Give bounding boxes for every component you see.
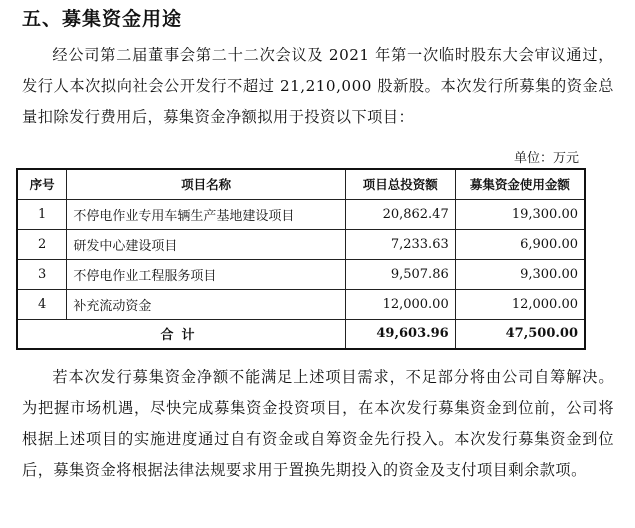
fund-usage-table (16, 168, 586, 350)
table-row (17, 259, 585, 289)
closing-paragraph: 若本次发行募集资金净额不能满足上述项目需求，不足部分将由公司自筹解决。为把握市场机遇，尽快完成募集资金投资项目，在本次发行募集资金到位前，公司将根据上述项目的实施进度通过自有资金或自筹资金先行投入。本次发行募集资金到位后，募集资金将根据法律法规要求用于置换先期投入的资金及支付项目剩余款项。 (22, 368, 614, 479)
table-total-row (17, 319, 585, 349)
table-row (17, 199, 585, 229)
row-fund-usage: 6,900.00 (455, 229, 585, 259)
intro-paragraph: 经公司第二届董事会第二十二次会议及 2021 年第一次临时股东大会审议通过，发行人本次拟向社会公开发行不超过 21,210,000 股新股。本次发行所募集的资金总量扣除发行费用后，募集资金净额拟用于投资以下项目： (22, 46, 614, 126)
row-total-investment: 9,507.86 (345, 259, 455, 289)
row-total-investment: 7,233.63 (345, 229, 455, 259)
row-no: 4 (17, 289, 67, 319)
table-row (17, 229, 585, 259)
fund-usage-sum: 47,500.00 (455, 319, 585, 349)
row-project-name: 研发中心建设项目 (67, 229, 346, 259)
row-total-investment: 20,862.47 (345, 199, 455, 229)
header-fund-usage: 募集资金使用金额 (455, 169, 585, 199)
header-no: 序号 (17, 169, 67, 199)
row-project-name: 不停电作业专用车辆生产基地建设项目 (67, 199, 346, 229)
header-total-investment: 项目总投资额 (345, 169, 455, 199)
row-fund-usage: 12,000.00 (455, 289, 585, 319)
row-no: 1 (17, 199, 67, 229)
row-fund-usage: 9,300.00 (455, 259, 585, 289)
table-header-row (17, 169, 585, 199)
header-project-name: 项目名称 (67, 169, 346, 199)
row-no: 2 (17, 229, 67, 259)
total-investment-sum: 49,603.96 (345, 319, 455, 349)
row-project-name: 补充流动资金 (67, 289, 346, 319)
row-total-investment: 12,000.00 (345, 289, 455, 319)
table-row (17, 289, 585, 319)
row-no: 3 (17, 259, 67, 289)
unit-label: 单位：万元 (513, 151, 579, 166)
section-heading: 五、募集资金用途 (22, 8, 183, 30)
row-fund-usage: 19,300.00 (455, 199, 585, 229)
total-label: 合计 (17, 319, 345, 349)
row-project-name: 不停电作业工程服务项目 (67, 259, 346, 289)
